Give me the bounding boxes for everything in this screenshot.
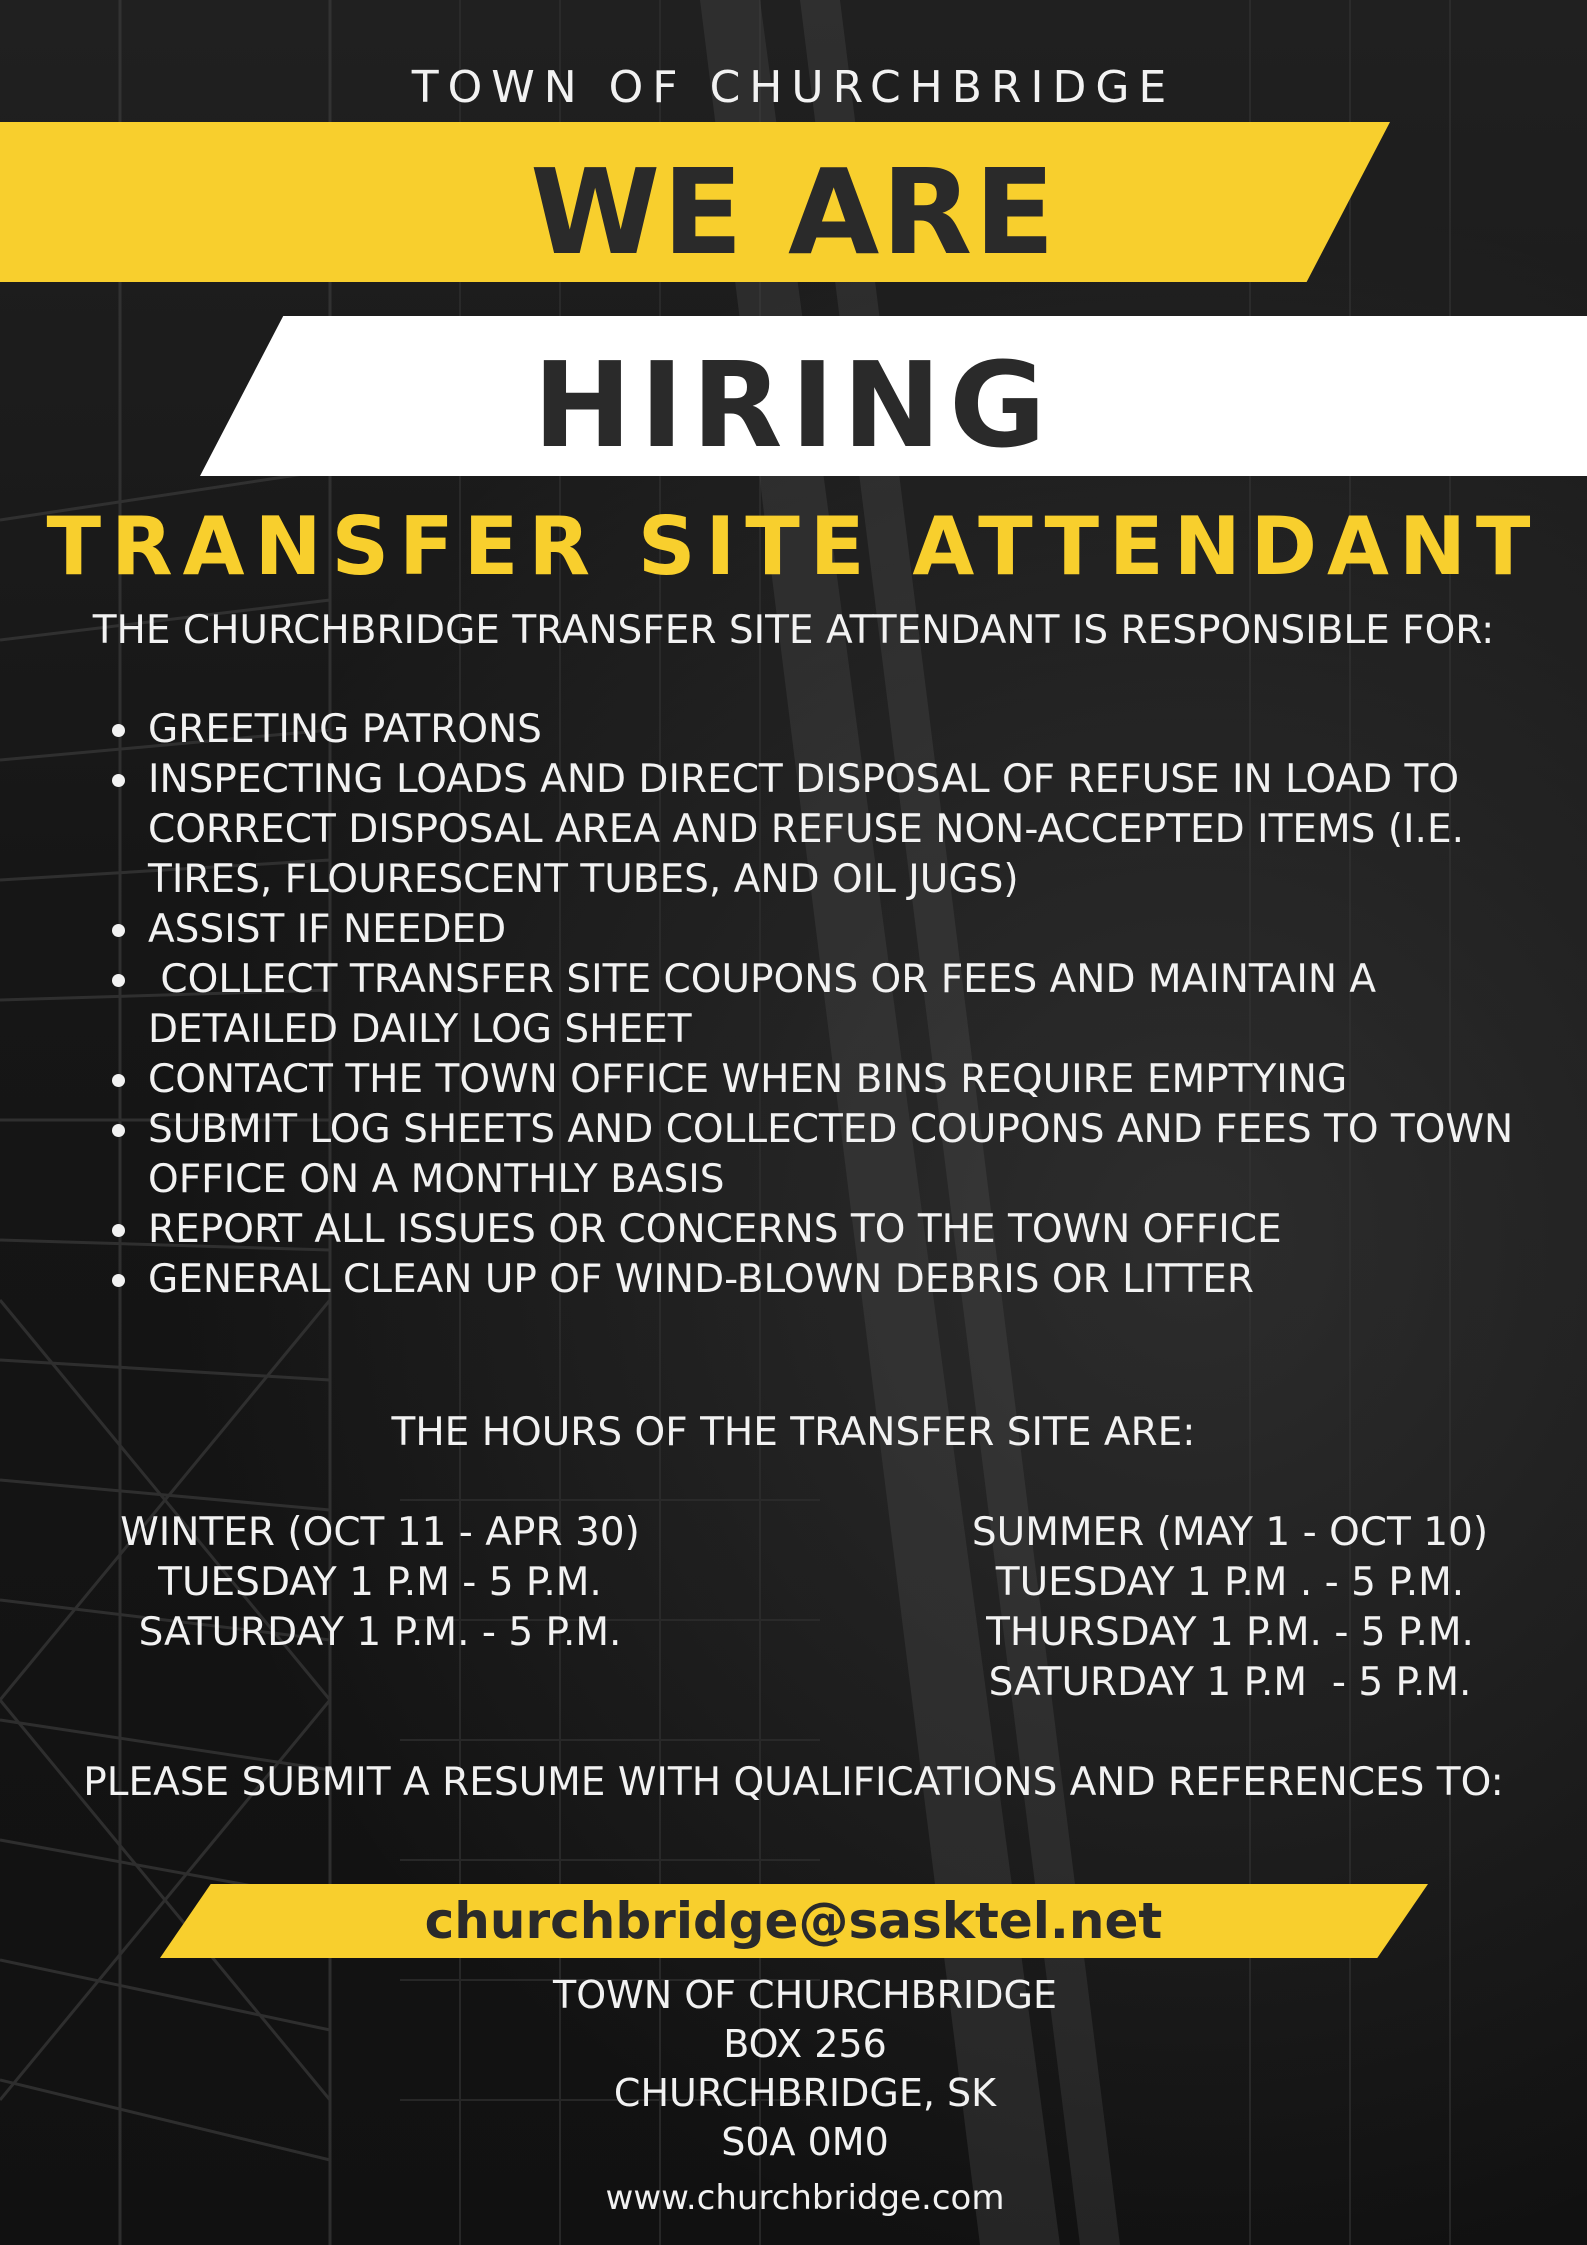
duty-text: ASSIST IF NEEDED [148,907,507,952]
list-item [108,1255,1528,1305]
duties-list [108,705,1528,1305]
bullet-icon [112,1224,125,1237]
summer-hours-line: TUESDAY 1 P.M . - 5 P.M. [995,1560,1465,1605]
bullet-icon [112,1074,125,1087]
submit-instructions: PLEASE SUBMIT A RESUME WITH QUALIFICATIONS AND REFERENCES TO: [83,1760,1504,1805]
address-line: TOWN OF CHURCHBRIDGE [553,1973,1057,2017]
bullet-icon [112,924,125,937]
duty-text: SUBMIT LOG SHEETS AND COLLECTED COUPONS AND FEES TO TOWN OFFICE ON A MONTHLY BASIS [148,1107,1514,1202]
duty-text: REPORT ALL ISSUES OR CONCERNS TO THE TOWN OFFICE [148,1207,1282,1252]
list-item [108,705,1528,755]
list-item [108,955,1528,1055]
website-link[interactable]: www.churchbridge.com [605,2178,1005,2218]
winter-hours [90,1508,670,1658]
duty-text: COLLECT TRANSFER SITE COUPONS OR FEES AND MAINTAIN A DETAILED DAILY LOG SHEET [148,957,1389,1052]
winter-heading: WINTER (OCT 11 - APR 30) [120,1510,640,1555]
hours-title: THE HOURS OF THE TRANSFER SITE ARE: [391,1410,1196,1455]
bullet-icon [112,724,125,737]
email-link[interactable]: churchbridge@sasktel.net [424,1892,1163,1950]
summer-heading: SUMMER (MAY 1 - OCT 10) [971,1510,1489,1555]
summer-hours [940,1508,1520,1708]
town-name-top: TOWN OF CHURCHBRIDGE [411,62,1176,113]
address-line: BOX 256 [723,2022,887,2066]
bullet-icon [112,1274,125,1287]
winter-hours-line: SATURDAY 1 P.M. - 5 P.M. [138,1610,622,1655]
bullet-icon [112,774,125,787]
summer-hours-line: THURSDAY 1 P.M. - 5 P.M. [986,1610,1474,1655]
bullet-icon [112,974,125,987]
duty-text: GENERAL CLEAN UP OF WIND-BLOWN DEBRIS OR LITTER [148,1257,1255,1302]
list-item [108,1205,1528,1255]
job-title: TRANSFER SITE ATTENDANT [46,500,1541,593]
address-line: S0A 0M0 [721,2120,889,2164]
hiring-heading: HIRING [532,336,1055,474]
address-line: CHURCHBRIDGE, SK [613,2071,997,2115]
duty-text: CONTACT THE TOWN OFFICE WHEN BINS REQUIRE EMPTYING [148,1057,1348,1102]
bullet-icon [112,1124,125,1137]
we-are-heading: WE ARE [530,143,1057,281]
list-item [108,1105,1528,1205]
list-item [108,1055,1528,1105]
list-item [108,755,1528,905]
winter-hours-line: TUESDAY 1 P.M - 5 P.M. [158,1560,602,1605]
duty-text: GREETING PATRONS [148,707,542,752]
responsibilities-intro: THE CHURCHBRIDGE TRANSFER SITE ATTENDANT IS RESPONSIBLE FOR: [92,608,1495,653]
mailing-address [0,1971,1587,2167]
duty-text: INSPECTING LOADS AND DIRECT DISPOSAL OF REFUSE IN LOAD TO CORRECT DISPOSAL AREA AND REFUSE NON-ACCEPTED ITEMS (I.E. TIRES, FLOURESCENT TUBES, AND OIL JUGS) [148,757,1464,902]
list-item [108,905,1528,955]
summer-hours-line: SATURDAY 1 P.M - 5 P.M. [988,1660,1472,1705]
